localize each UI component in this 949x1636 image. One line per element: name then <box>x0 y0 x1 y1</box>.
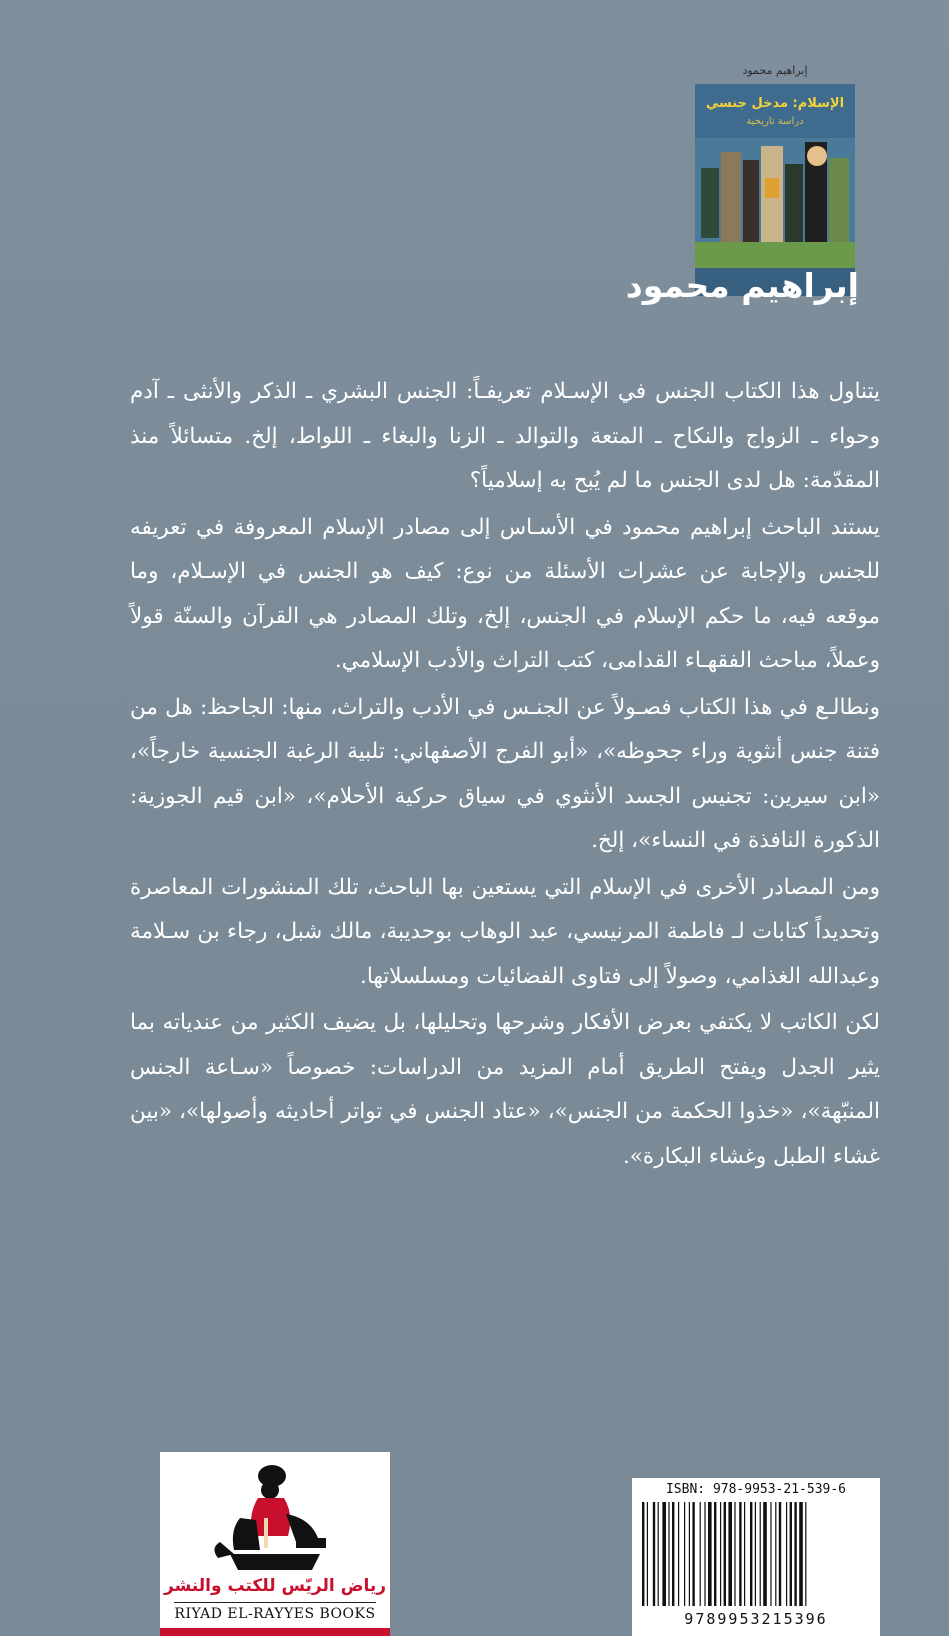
blurb-paragraph: يتناول هذا الكتاب الجنس في الإسـلام تعريفـاً: الجنس البشري ـ الذكر والأنثى ـ آدم وحواء ـ الزواج والنكاح ـ المتعة والتوالد ـ الزنا والبغاء ـ اللواط، إلخ. متسائلاً منذ المقدّمة: هل لدى الجنس ما لم يُبح به إسلامياً؟ <box>130 379 880 493</box>
isbn-barcode <box>632 1478 880 1636</box>
publisher-name-english: RIYAD EL-RAYYES BOOKS <box>174 1606 376 1622</box>
publisher-name-arabic: رياض الريّس للكتب والنشر <box>163 1576 387 1596</box>
blurb-paragraph: ونطالـع في هذا الكتاب فصـولاً عن الجنـس في الأدب والتراث، منها: الجاحظ: هل من فتنة جنس أنثوية وراء جحوظه»، «أبو الفرج الأصفهاني: تلبية الرغبة الجنسية خارجاً»، «ابن سيرين: تجنيس الجسد الأنثوي في سياق حركية الأحلام»، «ابن قيم الجوزية: الذكورة النافذة في النساء»، إلخ. <box>130 694 880 853</box>
isbn-label: ISBN: 978-9953-21-539-6 <box>665 1482 846 1497</box>
thumbnail-illustration <box>695 138 855 268</box>
publisher-logo <box>160 1452 390 1636</box>
blurb-paragraph: يستند الباحث إبراهيم محمود في الأسـاس إلى مصادر الإسلام المعروفة في تعريفه للجنس والإجابة عن عشرات الأسئلة من نوع: كيف هو الجنس في الإسـلام، وما موقعه فيه، ما حكم الإسلام في الجنس، إلخ، وتلك المصادر هي القرآن والسنّة قولاً وعملاً، مباحث الفقهـاء القدامى، كتب التراث والأدب الإسلامي. <box>130 514 880 673</box>
author-name: إبراهيم محمود <box>625 266 859 305</box>
blurb-paragraph: ومن المصادر الأخرى في الإسلام التي يستعين بها الباحث، تلك المنشورات المعاصرة وتحديداً كتابات لـ فاطمة المرنيسي، عبد الوهاب بوحديبة، مالك شبل، رجاء بن سـلامة وعبدالله الغذامي، وصولاً إلى فتاوى الفضائيات ومسلسلاتها. <box>130 874 880 989</box>
barcode-number: 9789953215396 <box>684 1610 828 1628</box>
front-cover-thumbnail <box>695 64 855 296</box>
publisher-red-bar <box>160 1628 390 1636</box>
blurb-paragraph: لكن الكاتب لا يكتفي بعرض الأفكار وشرحها وتحليلها، بل يضيف الكثير من عندياته بما يثير الجدل ويفتح الطريق أمام المزيد من الدراسات: خصوصاً «سـاعة الجنس المنبّهة»، «خذوا الحكمة من الجنس»، «عتاد الجنس في تواتر أحاديثه وأصولها»، «بين غشاء الطبل وغشاء البكارة». <box>130 1010 880 1169</box>
barcode-bars-icon <box>642 1502 870 1606</box>
thumbnail-title: الإسلام: مدخل جنسي <box>705 96 845 111</box>
blurb-text <box>130 370 880 1181</box>
thumbnail-author: إبراهيم محمود <box>742 64 808 77</box>
publisher-emblem-icon <box>200 1458 350 1576</box>
thumbnail-subtitle: دراسة تاريخية <box>746 116 804 127</box>
thumbnail-cover <box>695 84 855 296</box>
publisher-divider <box>174 1602 376 1603</box>
